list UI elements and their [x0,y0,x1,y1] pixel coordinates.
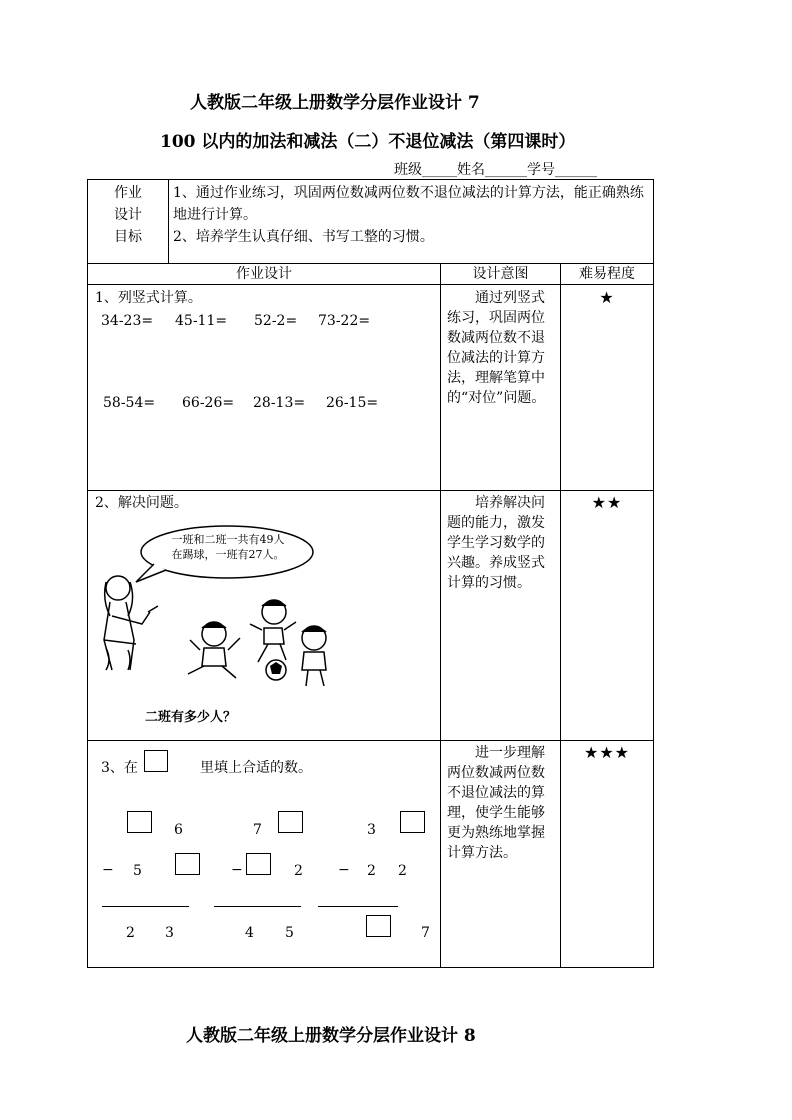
problem3-minus: − [338,862,350,878]
task2-question: 二班有多少人？ [145,710,237,725]
lesson-title: 100 以内的加法和减法（二）不退位减法（第四课时） [160,132,576,152]
problem3-top-tens: 3 [367,822,376,838]
task3-intent: 进一步理解两位数减两位数不退位减法的算理，使学生能够更为熟练地掌握计算方法。 [447,745,545,861]
task3-title-pre: 3、在 [101,760,138,776]
task3-difficulty-stars: ★★★ [583,743,631,762]
task1-expr-7: 28-13= [253,395,306,411]
problem2-tens-blank[interactable] [246,853,271,875]
task2-intent: 培养解决问题的能力，激发学生学习数学的兴趣。养成竖式计算的习惯。 [447,495,545,591]
problem3-mid-tens: 2 [367,863,376,879]
task1-expr-4: 73-22= [318,313,371,329]
task2-difficulty-stars: ★★ [591,493,623,512]
goal-text [173,182,649,248]
problem3-mid-ones: 2 [398,863,407,879]
problem1-mid-ones: 5 [133,863,142,879]
problem3-tens-blank[interactable] [366,915,391,937]
problem2-top-tens: 7 [253,822,262,838]
header-design: 作业设计 [236,266,292,282]
task2-title: 2、解决问题。 [95,495,188,511]
task1-expr-6: 66-26= [182,395,235,411]
problem3-rule [318,906,398,907]
problem2-result-tens: 4 [245,925,254,941]
goal-label: 作业 设计 目标 [114,185,142,245]
problem1-rule [102,906,189,907]
task1-expr-8: 26-15= [326,395,379,411]
task1-expr-2: 45-11= [175,313,228,329]
task1-intent: 通过列竖式练习，巩固两位数减两位数不退位减法的计算方法，理解笔算中的“对位”问题。 [447,290,546,406]
task1-expr-5: 58-54= [103,395,156,411]
problem1-minus: − [102,862,114,878]
header-difficulty: 难易程度 [579,266,635,282]
problem2-mid-ones: 2 [294,863,303,879]
student-info-line: 班级_____姓名______学号______ [394,162,597,178]
problem3-result-ones: 7 [421,925,430,941]
problem1-result-ones: 3 [165,925,174,941]
task2-illustration [92,520,437,700]
problem3-ones-blank[interactable] [400,811,425,833]
task3-title-post: 里填上合适的数。 [200,760,312,776]
task1-expr-1: 34-23= [101,313,154,329]
next-page-title: 人教版二年级上册数学分层作业设计 8 [186,1026,476,1046]
problem1-tens-blank[interactable] [127,811,152,833]
problem2-minus: − [231,862,243,878]
task1-difficulty-stars: ★ [599,288,615,307]
problem1-ones-blank[interactable] [175,853,200,875]
problem2-result-ones: 5 [285,925,294,941]
header-intent: 设计意图 [472,266,529,282]
problem1-result-tens: 2 [126,925,135,941]
problem2-ones-blank[interactable] [278,811,303,833]
task1-expr-3: 52-2= [254,313,298,329]
speech-bubble-text: 一班和二班一共有49人 在踢球，一班有27人。 [171,533,285,561]
goal-item-2: 2、培养学生认真仔细、书写工整的习惯。 [173,229,434,245]
problem2-rule [214,906,301,907]
page-title: 人教版二年级上册数学分层作业设计 7 [190,93,480,113]
problem1-top-ones: 6 [174,822,183,838]
goal-item-1: 1、通过作业练习，巩固两位数减两位数不退位减法的计算方法，能正确熟练地进行计算。 [173,185,644,223]
example-blank-box [144,750,168,772]
task1-title: 1、列竖式计算。 [95,290,202,306]
